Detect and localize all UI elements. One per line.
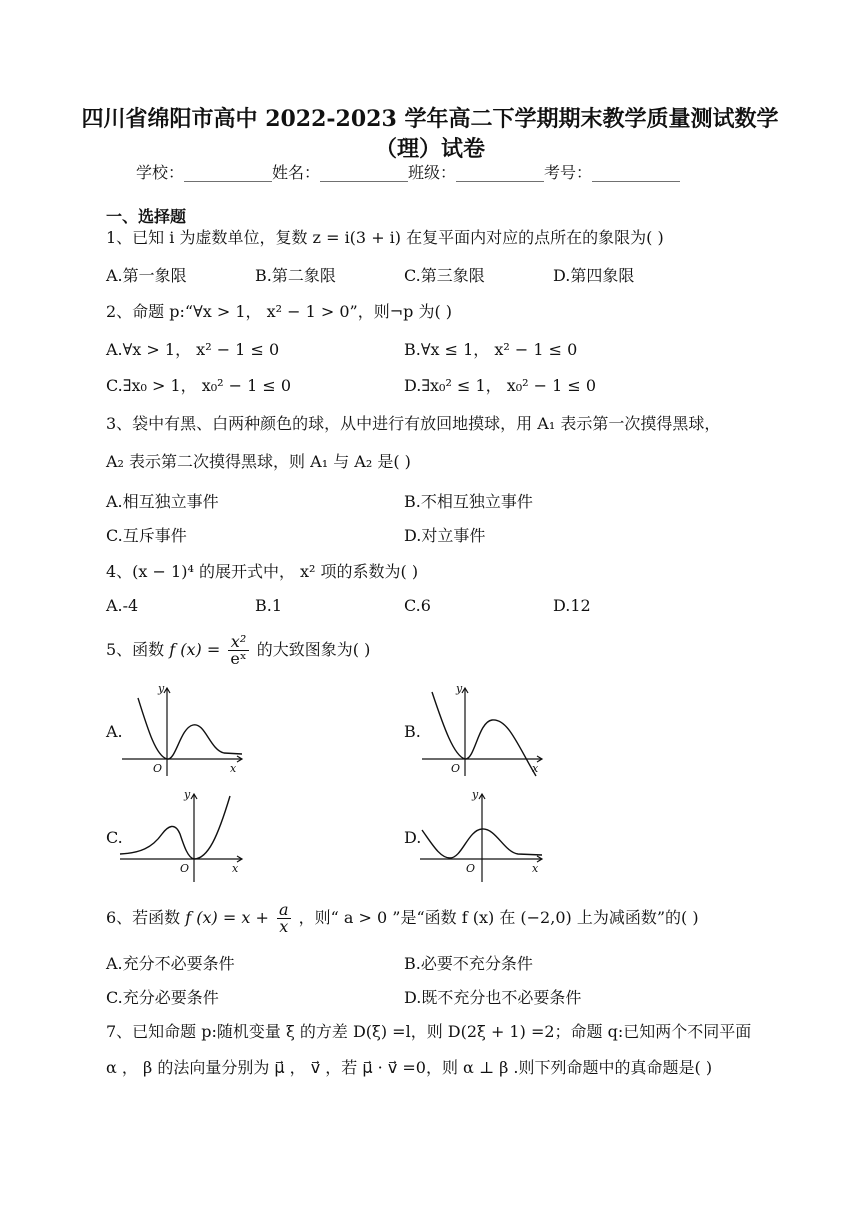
curve-a bbox=[138, 698, 242, 759]
curve-b bbox=[432, 692, 536, 776]
origin-label: O bbox=[180, 862, 190, 875]
q5-option-a[interactable]: A. bbox=[106, 722, 123, 741]
q2-stem: 2、命题 p:“∀x > 1， x² − 1 > 0”，则¬p 为( ) bbox=[106, 302, 453, 321]
q5-option-d[interactable]: D. bbox=[404, 828, 422, 847]
q4-option-a[interactable]: A.-4 bbox=[106, 596, 139, 615]
curve-c bbox=[120, 796, 230, 859]
origin-label: O bbox=[153, 762, 163, 775]
exam-title-line2: （理）试卷 bbox=[374, 136, 485, 162]
q1-option-c[interactable]: C.第三象限 bbox=[404, 266, 485, 285]
q6-option-c[interactable]: C.充分必要条件 bbox=[106, 988, 219, 1007]
q6-option-b[interactable]: B.必要不充分条件 bbox=[404, 954, 533, 973]
q5-graph-d[interactable] bbox=[418, 786, 548, 886]
q7-stem-line1: 7、已知命题 p:随机变量 ξ 的方差 D(ξ) =l，则 D(2ξ + 1) =2；命题 q:已知两个不同平面 bbox=[106, 1022, 752, 1041]
q6-numerator: a bbox=[278, 900, 289, 919]
q4-option-d[interactable]: D.12 bbox=[553, 596, 591, 615]
q5-func-lhs: f (x) = bbox=[169, 640, 221, 659]
q5-option-b[interactable]: B. bbox=[404, 722, 421, 741]
q5-fraction bbox=[228, 634, 248, 667]
q5-stem bbox=[106, 634, 370, 667]
q5-option-c[interactable]: C. bbox=[106, 828, 123, 847]
q5-denominator: eˣ bbox=[230, 649, 247, 668]
q2-option-a[interactable]: A.∀x > 1， x² − 1 ≤ 0 bbox=[106, 340, 280, 359]
q6-stem-post: ，则“ a > 0 ”是“函数 f (x) 在 (−2,0) 上为减函数”的( ) bbox=[298, 908, 699, 927]
y-axis-label: y bbox=[184, 788, 191, 801]
q5-graph-a[interactable] bbox=[118, 680, 248, 780]
origin-label: O bbox=[451, 762, 461, 775]
q6-option-a[interactable]: A.充分不必要条件 bbox=[106, 954, 235, 973]
q4-stem: 4、(x − 1)⁴ 的展开式中， x² 项的系数为( ) bbox=[106, 562, 419, 581]
origin-label: O bbox=[466, 862, 476, 875]
q6-func-lhs: f (x) = x + bbox=[185, 908, 269, 927]
q1-option-d[interactable]: D.第四象限 bbox=[553, 266, 635, 285]
q6-stem bbox=[106, 902, 699, 935]
q7-stem-line2: α ， β 的法向量分别为 μ⃗ ， v⃗ ，若 μ⃗ · v⃗ =0，则 α ⊥ β .则下列命题中的真命题是( ) bbox=[106, 1058, 713, 1077]
q6-denominator: x bbox=[279, 917, 289, 936]
q5-stem-pre: 5、函数 bbox=[106, 640, 165, 659]
q3-option-b[interactable]: B.不相互独立事件 bbox=[404, 492, 533, 511]
q1-option-a[interactable]: A.第一象限 bbox=[106, 266, 187, 285]
q2-option-b[interactable]: B.∀x ≤ 1， x² − 1 ≤ 0 bbox=[404, 340, 578, 359]
q5-graph-c[interactable] bbox=[118, 786, 248, 886]
q3-option-c[interactable]: C.互斥事件 bbox=[106, 526, 187, 545]
x-axis-label: x bbox=[230, 762, 237, 775]
q1-stem: 1、已知 i 为虚数单位，复数 z = i(3 + i) 在复平面内对应的点所在的象限为( ) bbox=[106, 228, 664, 247]
q1-option-b[interactable]: B.第二象限 bbox=[255, 266, 336, 285]
q5-graph-b[interactable] bbox=[418, 680, 548, 780]
y-axis-label: y bbox=[456, 682, 463, 695]
y-axis-label: y bbox=[158, 682, 165, 695]
q5-numerator: x² bbox=[228, 634, 248, 651]
q3-stem-line2: A₂ 表示第二次摸得黑球，则 A₁ 与 A₂ 是( ) bbox=[106, 452, 411, 471]
q3-stem-line1: 3、袋中有黑、白两种颜色的球，从中进行有放回地摸球，用 A₁ 表示第一次摸得黑球， bbox=[106, 414, 721, 433]
section-heading: 一、选择题 bbox=[106, 207, 187, 226]
x-axis-label: x bbox=[532, 862, 539, 875]
student-info-line: 学校：___________姓名：___________班级：___________考号：___________ bbox=[136, 163, 681, 182]
x-axis-label: x bbox=[532, 762, 539, 775]
q6-fraction bbox=[277, 902, 291, 935]
q5-stem-post: 的大致图象为( ) bbox=[256, 640, 371, 659]
q2-option-d[interactable]: D.∃x₀² ≤ 1， x₀² − 1 ≤ 0 bbox=[404, 376, 597, 395]
q3-option-d[interactable]: D.对立事件 bbox=[404, 526, 486, 545]
exam-title-line1: 四川省绵阳市高中 2022-2023 学年高二下学期期末教学质量测试数学 bbox=[81, 106, 779, 132]
y-axis-label: y bbox=[472, 788, 479, 801]
q6-option-d[interactable]: D.既不充分也不必要条件 bbox=[404, 988, 582, 1007]
q6-stem-pre: 6、若函数 bbox=[106, 908, 181, 927]
q4-option-c[interactable]: C.6 bbox=[404, 596, 431, 615]
x-axis-label: x bbox=[232, 862, 239, 875]
q3-option-a[interactable]: A.相互独立事件 bbox=[106, 492, 219, 511]
q4-option-b[interactable]: B.1 bbox=[255, 596, 283, 615]
q2-option-c[interactable]: C.∃x₀ > 1， x₀² − 1 ≤ 0 bbox=[106, 376, 292, 395]
